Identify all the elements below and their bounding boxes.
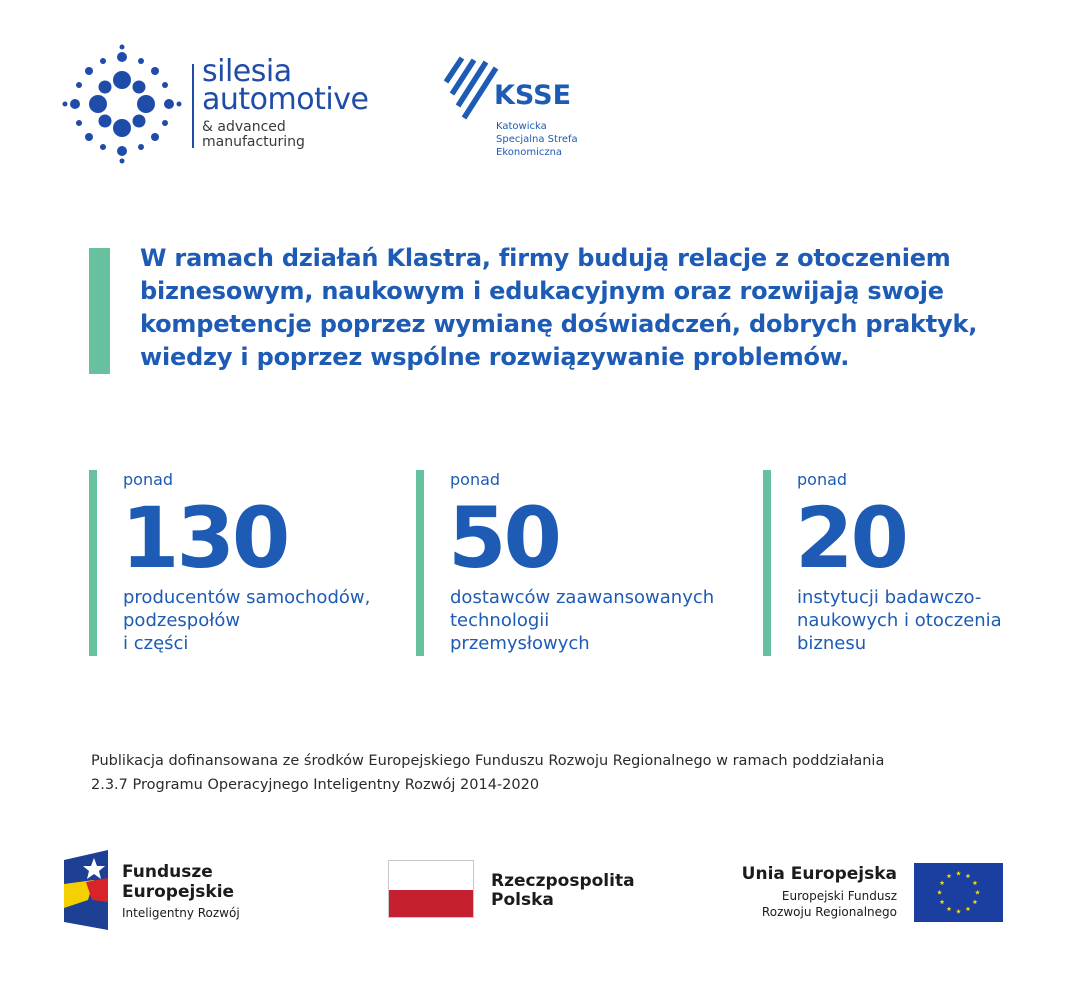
- ksse-title: KSSE: [494, 80, 572, 111]
- unia-europejska-title: Unia Europejska: [741, 864, 897, 884]
- fe-title-line2: Europejskie: [122, 882, 235, 902]
- unia-europejska-logo: [700, 860, 1005, 924]
- silesia-name-line2: automotive: [202, 82, 369, 117]
- silesia-automotive-subtitle: [202, 120, 305, 150]
- silesia-automotive-logo: [62, 44, 402, 168]
- funding-note-line2: 2.3.7 Programu Operacyjnego Inteligentny Rozwój 2014-2020: [91, 777, 540, 793]
- stat-prefix: ponad: [123, 470, 174, 489]
- rzeczpospolita-polska-logo: [388, 860, 688, 920]
- stat-accent-bar: [416, 470, 424, 656]
- stat-suppliers: [416, 470, 746, 656]
- stat-accent-bar: [89, 470, 97, 656]
- ksse-logo: [444, 50, 604, 160]
- stat-accent-bar: [763, 470, 771, 656]
- unia-europejska-subtitle: [742, 888, 897, 920]
- eu-sub-line2: Rozwoju Regionalnego: [761, 905, 897, 919]
- funding-note-line1: Publikacja dofinansowana ze środków Europejskiego Funduszu Rozwoju Regionalnego w ramach poddziałania: [91, 753, 885, 769]
- stat-prefix: ponad: [450, 470, 501, 489]
- ksse-sub-line3: Ekonomiczna: [496, 147, 563, 158]
- poland-flag-icon: [388, 860, 474, 918]
- intro-paragraph: W ramach działań Klastra, firmy budują relacje z otoczeniem biznesowym, naukowym i edukacyjnym oraz rozwijają swoje kompetencje poprzez wymianę doświadczeń, dobrych praktyk, wiedzy i poprzez wspólne rozwiązywanie problemów.: [140, 244, 978, 371]
- unia-europejska-text: [742, 860, 897, 920]
- stat-number: 50: [448, 489, 559, 587]
- stat-description: producentów samochodów, podzespołów i części: [123, 587, 371, 654]
- silesia-dots-emblem-icon: [62, 44, 182, 164]
- fundusze-europejskie-logo: [64, 850, 324, 930]
- stat-institutions: [763, 470, 1063, 656]
- silesia-sub-line2: manufacturing: [202, 134, 305, 150]
- ksse-sub-line1: Katowicka: [496, 121, 547, 132]
- stat-description: dostawców zaawansowanych technologii przemysłowych: [450, 587, 715, 654]
- stat-number: 20: [795, 489, 906, 587]
- fundusze-europejskie-emblem-icon: [64, 850, 108, 930]
- silesia-name-line1: silesia: [202, 54, 292, 89]
- eu-sub-line1: Europejski Fundusz: [781, 889, 897, 903]
- fe-title-line1: Fundusze: [122, 862, 213, 882]
- ksse-subtitle: [496, 120, 578, 159]
- stat-producers: [89, 470, 399, 656]
- rp-name-line1: Rzeczpospolita: [491, 871, 635, 891]
- funding-note: [91, 749, 991, 797]
- eu-flag-icon: [914, 863, 1003, 922]
- rp-name-line2: Polska: [491, 890, 554, 910]
- ksse-sub-line2: Specjalna Strefa: [496, 134, 578, 145]
- intro-accent-bar: [89, 248, 110, 374]
- fundusze-europejskie-subtitle: Inteligentny Rozwój: [122, 906, 240, 920]
- stat-description: instytucji badawczo- naukowych i otoczenia biznesu: [797, 587, 1002, 654]
- rzeczpospolita-polska-name: [491, 872, 635, 910]
- logo-divider: [192, 64, 194, 148]
- silesia-automotive-name: [202, 54, 369, 117]
- ksse-stripes-icon: [444, 54, 500, 126]
- fundusze-europejskie-title: [122, 862, 234, 902]
- stat-number: 130: [121, 489, 288, 587]
- silesia-sub-line1: & advanced: [202, 119, 286, 135]
- stat-prefix: ponad: [797, 470, 848, 489]
